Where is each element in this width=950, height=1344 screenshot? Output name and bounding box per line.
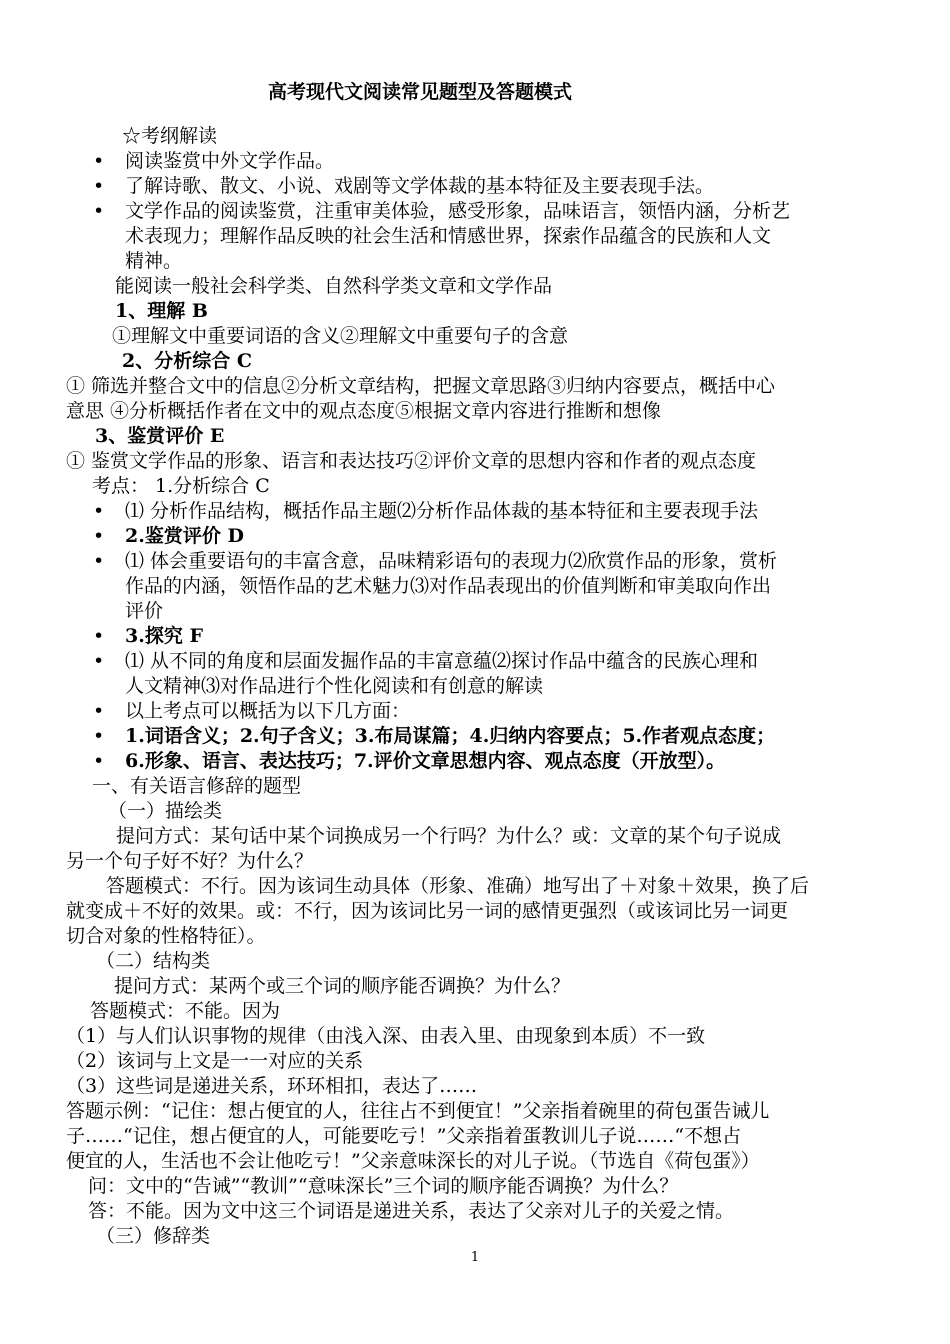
reason-item: （3）这些词是递进关系，环环相扣，表达了……	[66, 1075, 478, 1097]
subsection-title: （二）结构类	[96, 950, 211, 972]
reason-item: （1）与人们认识事物的规律（由浅入深、由表入里、由现象到本质）不一致	[66, 1025, 706, 1047]
bullet-continuation: 评价	[125, 600, 164, 622]
example-question: 问：文中的“告诫”“教训”“意味深长”三个词的顺序能否调换？为什么？	[88, 1175, 679, 1197]
ability-intro: 能阅读一般社会科学类、自然科学类文章和文学作品	[115, 275, 553, 297]
section-heading: 2、分析综合 C	[122, 350, 252, 372]
answer-text: 切合对象的性格特征）。	[66, 925, 266, 947]
section-title: 一、有关语言修辞的题型	[92, 775, 302, 797]
section-body: 意思 ④分析概括作者在文中的观点态度⑤根据文章内容进行推断和想像	[66, 400, 662, 422]
example-text: 答题示例：“记住：想占便宜的人，往往占不到便宜！”父亲指着碗里的荷包蛋告诫儿	[66, 1100, 770, 1122]
section-heading: 3、鉴赏评价 E	[95, 425, 225, 447]
document-page: 高考现代文阅读常见题型及答题模式 ☆考纲解读 阅读鉴赏中外文学作品。 了解诗歌、散文、小说、戏剧等文学体裁的基本特征及主要表现手法。 文学作品的阅读鉴赏，注重审美体验，感受形象，品味语言，领悟内涵，分析艺 术表现力；理解作品反映的社会生活和情感世界，探索作品蕴含的民族和人文 精神。 能阅读一般社会科学类、自然科学类文章和文学作品 1、理解 B ①理解文中重要词语的含义②理解文中重要句子的含意 2、分析综合 C ① 筛选并整合文中的信息②分析文章结构，把握文章思路③归纳内容要点，概括中心 意思 ④分析概括作者在文中的观点态度⑤根据文章内容进行推断和想像 3、鉴赏评价 E ① 鉴赏文学作品的形象、语言和表达技巧②评价文章的思想内容和作者的观点态度 考点： 1.分析综合 C ⑴ 分析作品结构，概括作品主题⑵分析作品体裁的基本特征和主要表现手法 2.鉴赏评价 D ⑴ 体会重要语句的丰富含意，品味精彩语句的表现力⑵欣赏作品的形象，赏析 作品的内涵，领悟作品的艺术魅力⑶对作品表现出的价值判断和审美取向作出 评价 3.探究 F ⑴ 从不同的角度和层面发掘作品的丰富意蕴⑵探讨作品中蕴含的民族心理和 人文精神⑶对作品进行个性化阅读和有创意的解读 以上考点可以概括为以下几方面： 1.词语含义；2.句子含义；3.布局谋篇；4.归纳内容要点；5.作者观点态度； 6.形象、语言、表达技巧；7.评价文章思想内容、观点态度（开放型）。 一、有关语言修辞的题型 （一）描绘类 提问方式：某句话中某个词换成另一个行吗？为什么？或：文章的某个句子说成 另一个句子好不好？为什么？ 答题模式：不行。因为该词生动具体（形象、准确）地写出了＋对象＋效果，换了后 就变成＋不好的效果。或：不行，因为该词比另一词的感情更强烈（或该词比另一词更 切合对象的性格特征）。 （二）结构类 提问方式：某两个或三个词的顺序能否调换？为什么？ 答题模式：不能。因为 （1）与人们认识事物的规律（由浅入深、由表入里、由现象到本质）不一致 （2）该词与上文是一一对应的关系 （3）这些词是递进关系，环环相扣，表达了…… 答题示例：“记住：想占便宜的人，往往占不到便宜！”父亲指着碗里的荷包蛋告诫儿 子……“记住，想占便宜的人，可能要吃亏！”父亲指着蛋教训儿子说……“不想占 便宜的人，生活也不会让他吃亏！”父亲意味深长的对儿子说。（节选自《荷包蛋》） 问：文中的“告诫”“教训”“意味深长”三个词的顺序能否调换？为什么？ 答：不能。因为文中这三个词语是递进关系，表达了父亲对儿子的关爱之情。 （三）修辞类 1	[0, 0, 950, 1344]
question-text: 提问方式：某句话中某个词换成另一个行吗？为什么？或：文章的某个句子说成	[116, 825, 782, 847]
bullet-continuation: 精神。	[125, 250, 183, 272]
page-title: 高考现代文阅读常见题型及答题模式	[267, 81, 572, 103]
example-text: 子……“记住，想占便宜的人，可能要吃亏！”父亲指着蛋教训儿子说……“不想占	[66, 1125, 742, 1147]
subsection-title: （三）修辞类	[96, 1225, 211, 1247]
answer-text: 答题模式：不行。因为该词生动具体（形象、准确）地写出了＋对象＋效果，换了后	[106, 875, 810, 897]
reason-item: （2）该词与上文是一一对应的关系	[66, 1050, 364, 1072]
subsection-title: （一）描绘类	[108, 800, 223, 822]
kaogang-header: ☆考纲解读	[122, 125, 218, 147]
question-text: 提问方式：某两个或三个词的顺序能否调换？为什么？	[114, 975, 571, 997]
example-text: 便宜的人，生活也不会让他吃亏！”父亲意味深长的对儿子说。（节选自《荷包蛋》）	[66, 1150, 760, 1172]
example-answer: 答：不能。因为文中这三个词语是递进关系，表达了父亲对儿子的关爱之情。	[88, 1200, 735, 1222]
page-number: 1	[470, 1250, 480, 1265]
bullet-continuation: 作品的内涵，领悟作品的艺术魅力⑶对作品表现出的价值判断和审美取向作出	[125, 575, 772, 597]
bullet-continuation: 人文精神⑶对作品进行个性化阅读和有创意的解读	[125, 675, 544, 697]
section-body: ① 筛选并整合文中的信息②分析文章结构，把握文章思路③归纳内容要点，概括中心	[66, 375, 776, 397]
answer-text: 就变成＋不好的效果。或：不行，因为该词比另一词的感情更强烈（或该词比另一词更	[66, 900, 789, 922]
section-body: ①理解文中重要词语的含义②理解文中重要句子的含意	[112, 325, 569, 347]
section-body: ① 鉴赏文学作品的形象、语言和表达技巧②评价文章的思想内容和作者的观点态度	[66, 450, 757, 472]
question-text: 另一个句子好不好？为什么？	[66, 850, 314, 872]
kaodian-line: 考点： 1.分析综合 C	[92, 475, 270, 497]
answer-text: 答题模式：不能。因为	[90, 1000, 281, 1022]
section-heading: 1、理解 B	[115, 300, 208, 322]
bullet-continuation: 术表现力；理解作品反映的社会生活和情感世界，探索作品蕴含的民族和人文	[125, 225, 772, 247]
